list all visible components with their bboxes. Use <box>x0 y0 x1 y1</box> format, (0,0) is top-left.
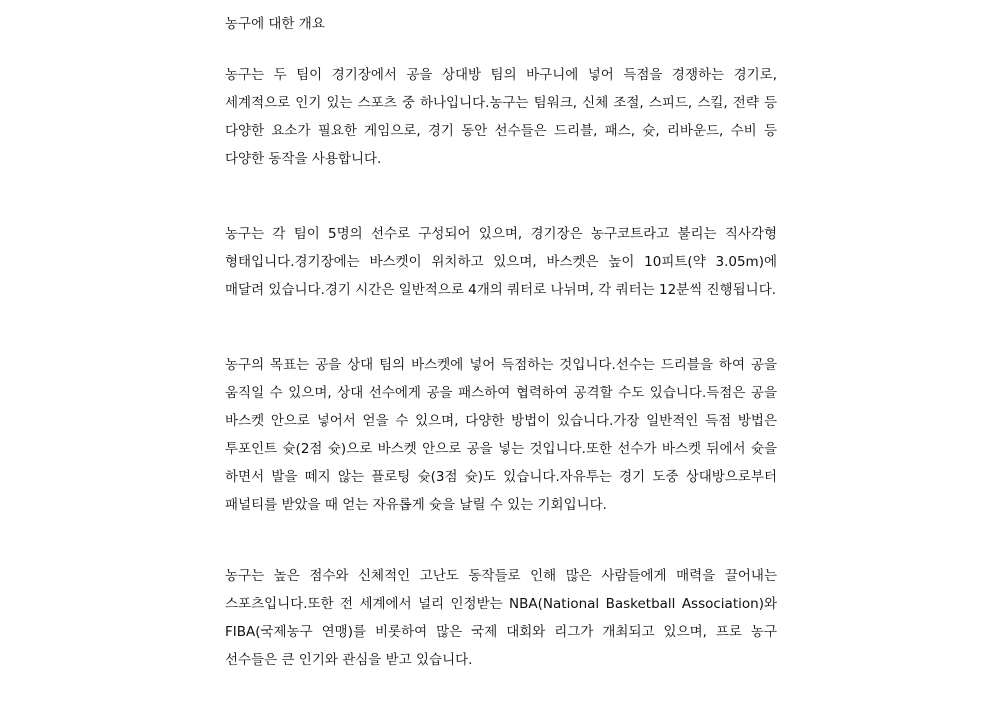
paragraph-scoring: 농구의 목표는 공을 상대 팀의 바스켓에 넣어 득점하는 것입니다.선수는 드리블을 하여 공을 움직일 수 있으며, 상대 선수에게 공을 패스하여 협력하여 공격할 수도 있습니다.득점은 공을 바스켓 안으로 넣어서 얻을 수 있으며, 다양한 방법이 있습니다.가장 일반적인 득점 방법은 투포인트 슛(2점 슛)으로 바스켓 안으로 공을 넣는 것입니다.또한 선수가 바스켓 뒤에서 슛을 하면서 발을 떼지 않는 플로팅 슛(3점 슛)도 있습니다.자유투는 경기 도중 상대방으로부터 패널티를 받았을 때 얻는 자유롭게 슛을 날릴 수 있는 기회입니다. <box>225 357 777 513</box>
paragraph-overview: 농구는 두 팀이 경기장에서 공을 상대방 팀의 바구니에 넣어 득점을 경쟁하는 경기로, 세계적으로 인기 있는 스포츠 중 하나입니다.농구는 팀워크, 신체 조절, 스피드, 스킬, 전략 등 다양한 요소가 필요한 게임으로, 경기 동안 선수들은 드리블, 패스, 슛, 리바운드, 수비 등 다양한 동작을 사용합니다. <box>225 67 777 167</box>
paragraph-popularity: 농구는 높은 점수와 신체적인 고난도 동작들로 인해 많은 사람들에게 매력을 끌어내는 스포츠입니다.또한 전 세계에서 널리 인정받는 NBA(National Basketball Association)와 FIBA(국제농구 연맹)를 비롯하여 많은 국제 대회와 리그가 개최되고 있으며, 프로 농구 선수들은 큰 인기와 관심을 받고 있습니다. <box>225 568 777 668</box>
document-title: 농구에 대한 개요 <box>225 16 325 32</box>
paragraph-team-and-court: 농구는 각 팀이 5명의 선수로 구성되어 있으며, 경기장은 농구코트라고 불리는 직사각형 형태입니다.경기장에는 바스켓이 위치하고 있으며, 바스켓은 높이 10피트(약 3.05m)에 매달려 있습니다.경기 시간은 일반적으로 4개의 쿼터로 나뉘며, 각 쿼터는 12분씩 진행됩니다. <box>225 226 778 298</box>
